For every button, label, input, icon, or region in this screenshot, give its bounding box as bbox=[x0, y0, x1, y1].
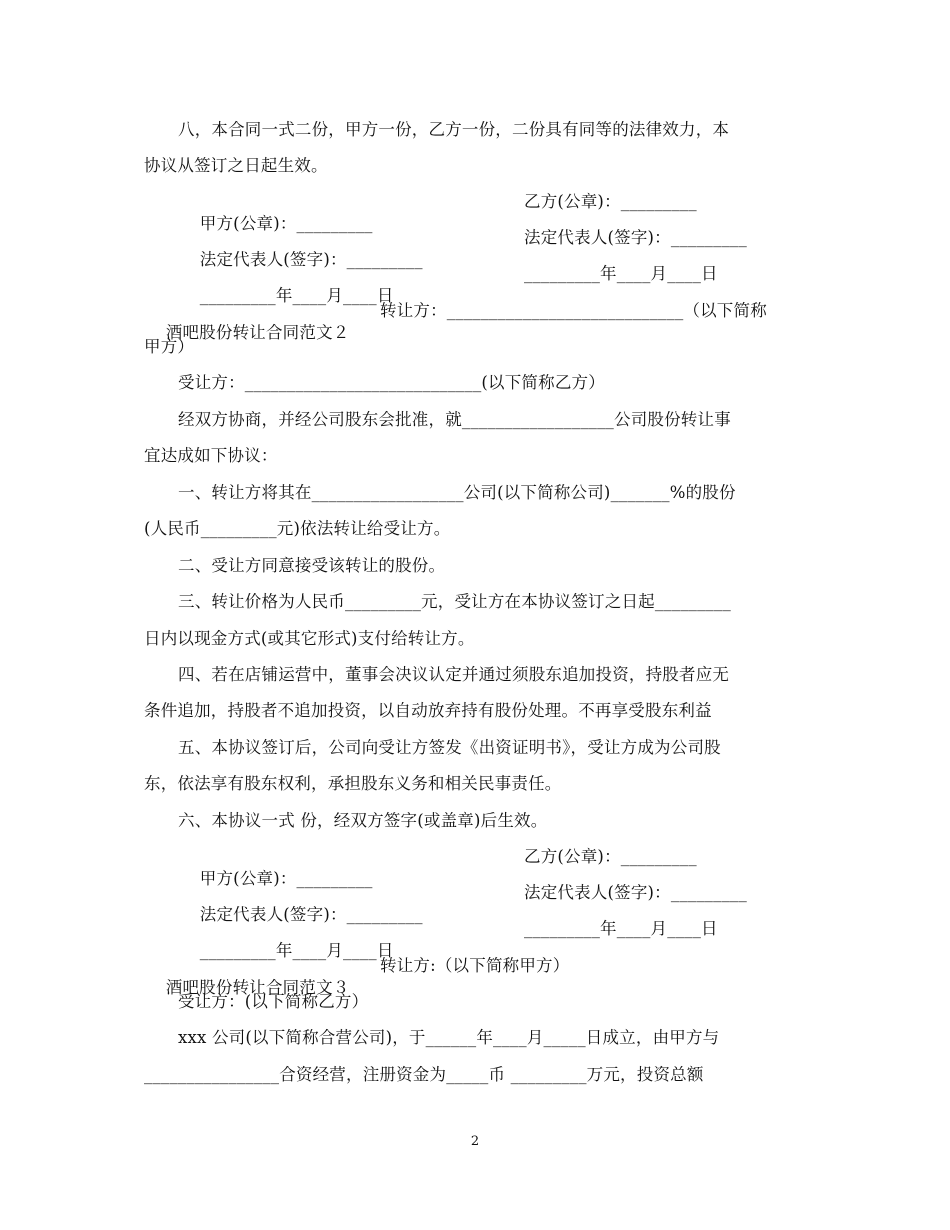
preamble-line-2: 宜达成如下协议： bbox=[144, 446, 278, 465]
party-a-rep: 法定代表人(签字)：_________ bbox=[199, 250, 423, 269]
clause-5-line-2: 东，依法享有股东权利，承担股东义务和相关民事责任。 bbox=[144, 774, 562, 793]
clause-4-line-1: 四、若在店铺运营中，董事会决议认定并通过须股东追加投资，持股者应无 bbox=[178, 665, 730, 684]
party-a-seal: 甲方(公章)：_________ bbox=[199, 214, 373, 233]
clause-5-line-1: 五、本协议签订后，公司向受让方签发《出资证明书》，受让方成为公司股 bbox=[178, 738, 721, 757]
page-number: 2 bbox=[470, 1134, 480, 1149]
clause-3-line-1: 三、转让价格为人民币_________元，受让方在本协议签订之日起_________ bbox=[178, 592, 731, 611]
contract-3-transferor: 转让方:（以下简称甲方） bbox=[380, 956, 570, 975]
contract-3-title: 酒吧股份转让合同范文３ bbox=[165, 978, 350, 997]
clause-8-line-1: 八，本合同一式二份，甲方一份，乙方一份，二份具有同等的法律效力，本 bbox=[178, 120, 730, 139]
jv-line-2: ________________合资经营，注册资金为_____币 _________万元，投资总额 bbox=[144, 1065, 704, 1084]
party-a-date-2: _________年____月____日 bbox=[199, 941, 394, 960]
contract-2-transferor: 转让方：____________________________（以下简称 bbox=[380, 301, 767, 320]
clause-3-line-2: 日内以现金方式(或其它形式)支付给转让方。 bbox=[144, 629, 475, 648]
jv-line-1: xxx 公司(以下简称合营公司)，于______年____月_____日成立，由甲方与 bbox=[178, 1028, 720, 1047]
clause-6: 六、本协议一式 份，经双方签字(或盖章)后生效。 bbox=[178, 811, 548, 830]
clause-1-line-2: (人民币_________元)依法转让给受让方。 bbox=[144, 519, 451, 538]
party-b-seal: 乙方(公章)：_________ bbox=[524, 192, 697, 211]
party-b-date: _________年____月____日 bbox=[524, 264, 718, 283]
party-a-date: _________年____月____日 bbox=[199, 286, 394, 305]
preamble-line-1: 经双方协商，并经公司股东会批准，就__________________公司股份转让事 bbox=[178, 410, 731, 429]
contract-2-title: 酒吧股份转让合同范文２ bbox=[165, 323, 350, 342]
party-a-seal-2: 甲方(公章)：_________ bbox=[199, 869, 373, 888]
party-a-rep-2: 法定代表人(签字)：_________ bbox=[199, 905, 423, 924]
clause-8-line-2: 协议从签订之日起生效。 bbox=[144, 156, 328, 175]
transferee-line: 受让方：____________________________(以下简称乙方） bbox=[178, 373, 605, 392]
clause-4-line-2: 条件追加，持股者不追加投资，以自动放弃持有股份处理。不再享受股东利益 bbox=[144, 701, 712, 720]
contract-3-transferee: 受让方：(以下简称乙方） bbox=[178, 992, 369, 1011]
clause-1-line-1: 一、转让方将其在__________________公司(以下简称公司)_______%的股份 bbox=[178, 483, 736, 502]
clause-2: 二、受让方同意接受该转让的股份。 bbox=[178, 556, 446, 575]
contract-2-heading-cont: 甲方） bbox=[144, 337, 195, 356]
party-b-rep-2: 法定代表人(签字)：_________ bbox=[524, 883, 747, 902]
party-b-rep: 法定代表人(签字)：_________ bbox=[524, 228, 747, 247]
party-b-seal-2: 乙方(公章)：_________ bbox=[524, 847, 697, 866]
party-b-date-2: _________年____月____日 bbox=[524, 919, 718, 938]
